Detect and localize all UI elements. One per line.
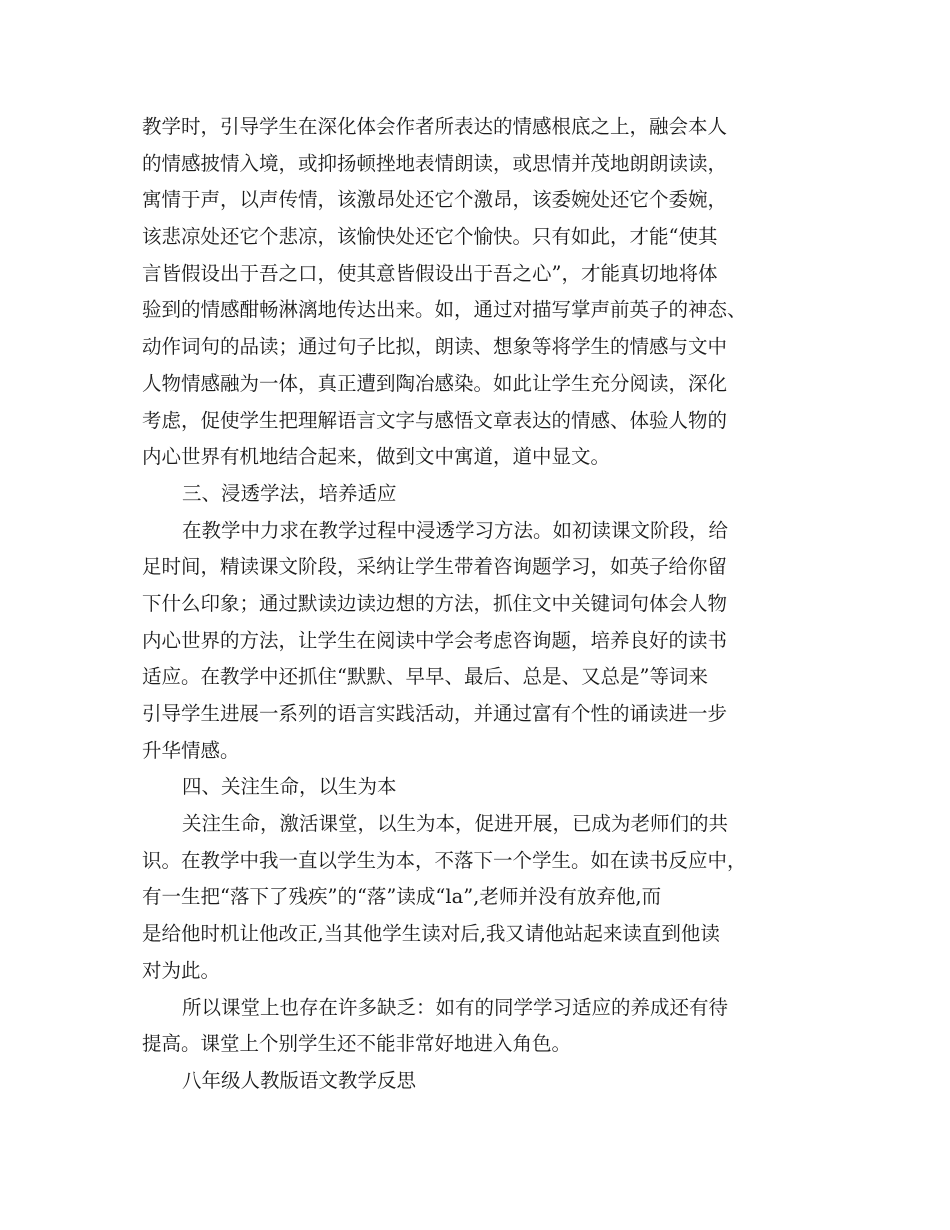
text-line: 升华情感。 [142, 738, 240, 762]
text-line: 该悲凉处还它个悲凉，该愉快处还它个愉快。只有如此，才能“使其 [142, 225, 718, 249]
text-line: 下什么印象；通过默读边读边想的方法，抓住文中关键词句体会人物 [142, 591, 728, 615]
text-line: 是给他时机让他改正,当其他学生读对后,我又请他站起来读直到他读 [142, 922, 720, 946]
text-line: 所以课堂上也存在许多缺乏：如有的同学学习适应的养成还有待 [182, 995, 729, 1019]
text-line: 在教学中力求在教学过程中浸透学习方法。如初读课文阶段，给 [182, 518, 729, 542]
text-line: 关注生命，激活课堂，以生为本，促进开展，已成为老师们的共 [182, 812, 729, 836]
text-line: 寓情于声，以声传情，该激昂处还它个激昂，该委婉处还它个委婉， [142, 188, 728, 212]
text-line: 有一生把“落下了残疾”的“落”读成“la”,老师并没有放弃他,而 [142, 885, 662, 909]
text-line: 言皆假设出于吾之口，使其意皆假设出于吾之心”，才能真切地将体 [142, 261, 718, 285]
text-line: 足时间，精读课文阶段，采纳让学生带着咨询题学习，如英子给你留 [142, 555, 728, 579]
text-line: 人物情感融为一体，真正遭到陶冶感染。如此让学生充分阅读，深化 [142, 371, 728, 395]
text-line: 引导学生进展一系列的语言实践活动，并通过富有个性的诵读进一步 [142, 702, 728, 725]
text-line: 教学时，引导学生在深化体会作者所表达的情感根底之上，融会本人 [142, 115, 728, 138]
text-line: 适应。在教学中还抓住“默默、早早、最后、总是、又总是”等词来 [142, 665, 708, 689]
text-line: 验到的情感酣畅淋漓地传达出来。如，通过对描写掌声前英子的神态、 [142, 298, 747, 322]
text-line: 对为此。 [142, 958, 221, 982]
section-heading: 四、关注生命，以生为本 [182, 775, 397, 799]
section-heading: 三、浸透学法，培养适应 [182, 481, 397, 505]
text-line: 提高。课堂上个别学生还不能非常好地进入角色。 [142, 1032, 572, 1056]
text-line: 识。在教学中我一直以学生为本，不落下一个学生。如在读书反应中， [142, 848, 747, 872]
text-line: 内心世界的方法，让学生在阅读中学会考虑咨询题，培养良好的读书 [142, 628, 728, 652]
text-line: 的情感披情入境，或抑扬顿挫地表情朗读，或思情并茂地朗朗读读， [142, 151, 728, 175]
document-body [142, 109, 832, 1100]
text-line: 考虑，促使学生把理解语言文字与感悟文章表达的情感、体验人物的 [142, 408, 728, 432]
section-heading: 八年级人教版语文教学反思 [182, 1068, 417, 1092]
text-line: 内心世界有机地结合起来，做到文中寓道，道中显文。 [142, 445, 611, 469]
text-line: 动作词句的品读；通过句子比拟，朗读、想象等将学生的情感与文中 [142, 335, 728, 359]
